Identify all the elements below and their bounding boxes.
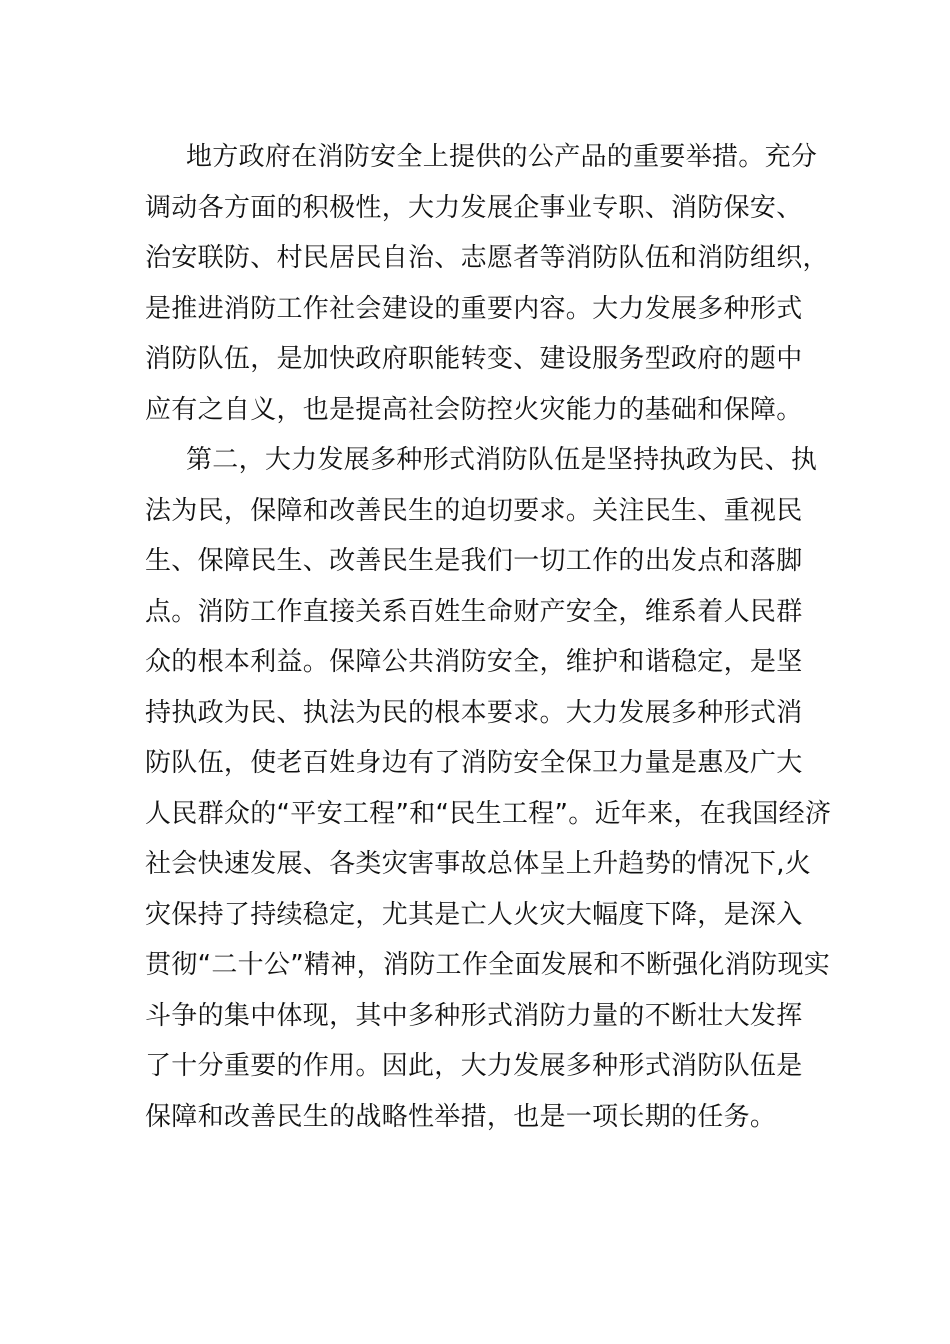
paragraph-line: 保障和改善民生的战略性举措，也是一项长期的任务。 [145, 1101, 777, 1132]
paragraph-1 [145, 132, 829, 435]
paragraph-line: 灾保持了持续稳定，尤其是亡人火灾大幅度下降，是深入 [145, 899, 803, 930]
paragraph-line: 众的根本利益。保障公共消防安全，维护和谐稳定，是坚 [145, 647, 803, 677]
paragraph-line: 社会快速发展、各类灾害事故总体呈上升趋势的情况下,火 [145, 849, 812, 879]
paragraph-line: 生、保障民生、改善民生是我们一切工作的出发点和落脚 [145, 546, 803, 576]
paragraph-line: 人民群众的“平安工程”和“民生工程”。近年来，在我国经济 [145, 798, 832, 829]
paragraph-line: 点。消防工作直接关系百姓生命财产安全，维系着人民群 [145, 596, 803, 627]
paragraph-line: 治安联防、村民居民自治、志愿者等消防队伍和消防组织， [145, 243, 829, 273]
paragraph-line: 是推进消防工作社会建设的重要内容。大力发展多种形式 [145, 293, 803, 324]
paragraph-line: 地方政府在消防安全上提供的公产品的重要举措。充分 [186, 142, 818, 172]
paragraph-line: 法为民，保障和改善民生的迫切要求。关注民生、重视民 [145, 495, 803, 526]
paragraph-line: 调动各方面的积极性，大力发展企事业专职、消防保安、 [145, 192, 803, 223]
paragraph-line: 贯彻“二十公”精神，消防工作全面发展和不断强化消防现实 [145, 950, 831, 980]
paragraph-line: 消防队伍，是加快政府职能转变、建设服务型政府的题中 [145, 344, 803, 374]
paragraph-line: 防队伍，使老百姓身边有了消防安全保卫力量是惠及广大 [145, 748, 803, 778]
document-body [145, 132, 832, 1142]
paragraph-line: 第二，大力发展多种形式消防队伍是坚持执政为民、执 [186, 445, 818, 475]
paragraph-line: 斗争的集中体现，其中多种形式消防力量的不断壮大发挥 [145, 1000, 803, 1031]
paragraph-line: 了十分重要的作用。因此，大力发展多种形式消防队伍是 [145, 1051, 803, 1081]
paragraph-line: 应有之自义，也是提高社会防控火灾能力的基础和保障。 [145, 394, 803, 425]
paragraph-2 [145, 435, 832, 1142]
paragraph-line: 持执政为民、执法为民的根本要求。大力发展多种形式消 [145, 697, 803, 728]
